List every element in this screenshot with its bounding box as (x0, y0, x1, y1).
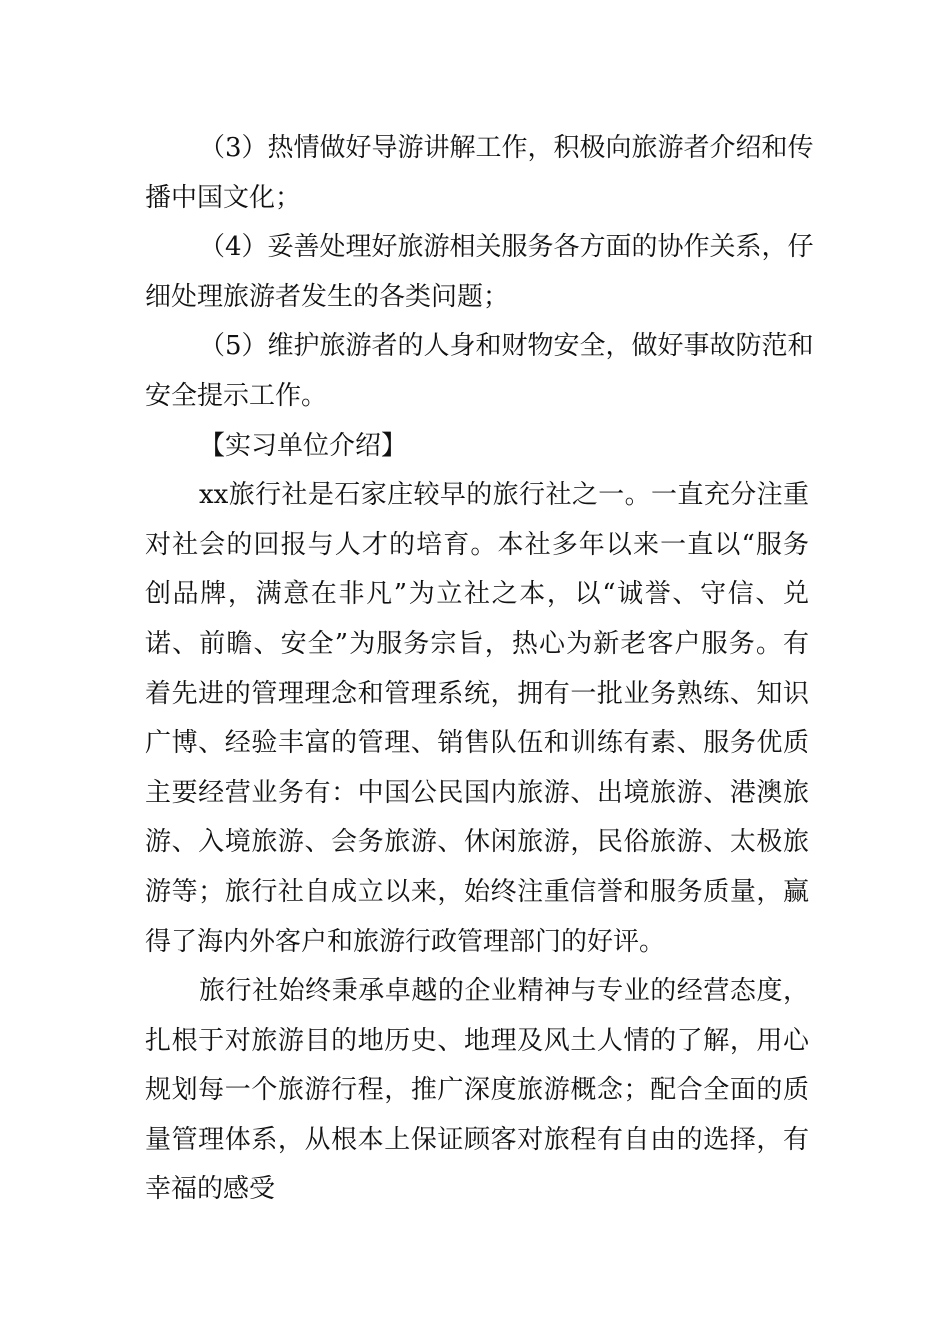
text-line: （3）热情做好导游讲解工作，积极向旅游者介绍和传 (199, 133, 814, 163)
heading-text: 【实习单位介绍】 (199, 430, 408, 461)
paragraph-duty-4 (145, 223, 814, 322)
text-line: 细处理旅游者发生的各类问题； (145, 281, 510, 312)
text-line: 诺、前瞻、安全”为服务宗旨，热心为新老客户服务。有 (145, 628, 809, 659)
text-line: xx旅行社是石家庄较早的旅行社之一。一直充分注重 (199, 480, 809, 511)
text-line: 播中国文化； (145, 182, 302, 213)
paragraph-company-philosophy (145, 967, 809, 1215)
text-line: 量管理体系，从根本上保证顾客对旅程有自由的选择，有 (145, 1124, 809, 1155)
section-heading (145, 422, 809, 472)
text-line: 幸福的感受 (145, 1174, 276, 1205)
paragraph-duty-5 (145, 322, 814, 421)
text-line: 主要经营业务有：中国公民国内旅游、出境旅游、港澳旅 (145, 777, 809, 808)
text-line: 创品牌，满意在非凡”为立社之本，以“诚誉、守信、兑 (145, 579, 809, 610)
text-line: 游、入境旅游、会务旅游、休闲旅游，民俗旅游、太极旅 (145, 827, 809, 858)
text-line: 安全提示工作。 (145, 380, 328, 411)
text-line: 扎根于对旅游目的地历史、地理及风土人情的了解，用心 (145, 1025, 809, 1056)
text-line: （4）妥善处理好旅游相关服务各方面的协作关系，仔 (199, 232, 814, 263)
text-line: 旅行社始终秉承卓越的企业精神与专业的经营态度， (199, 976, 809, 1007)
text-line: 规划每一个旅游行程，推广深度旅游概念；配合全面的质 (145, 1075, 809, 1106)
paragraph-duty-3 (145, 124, 814, 223)
text-line: 游等；旅行社自成立以来，始终注重信誉和服务质量，赢 (145, 876, 809, 907)
text-line: 着先进的管理理念和管理系统，拥有一批业务熟练、知识 (145, 678, 809, 709)
paragraph-company-intro (145, 471, 809, 967)
document-body (145, 124, 814, 1215)
text-line: （5）维护旅游者的人身和财物安全，做好事故防范和 (199, 331, 814, 362)
text-line: 得了海内外客户和旅游行政管理部门的好评。 (145, 926, 666, 957)
text-line: 对社会的回报与人才的培育。本社多年以来一直以“服务 (145, 529, 809, 560)
text-line: 广博、经验丰富的管理、销售队伍和训练有素、服务优质 (145, 728, 809, 759)
